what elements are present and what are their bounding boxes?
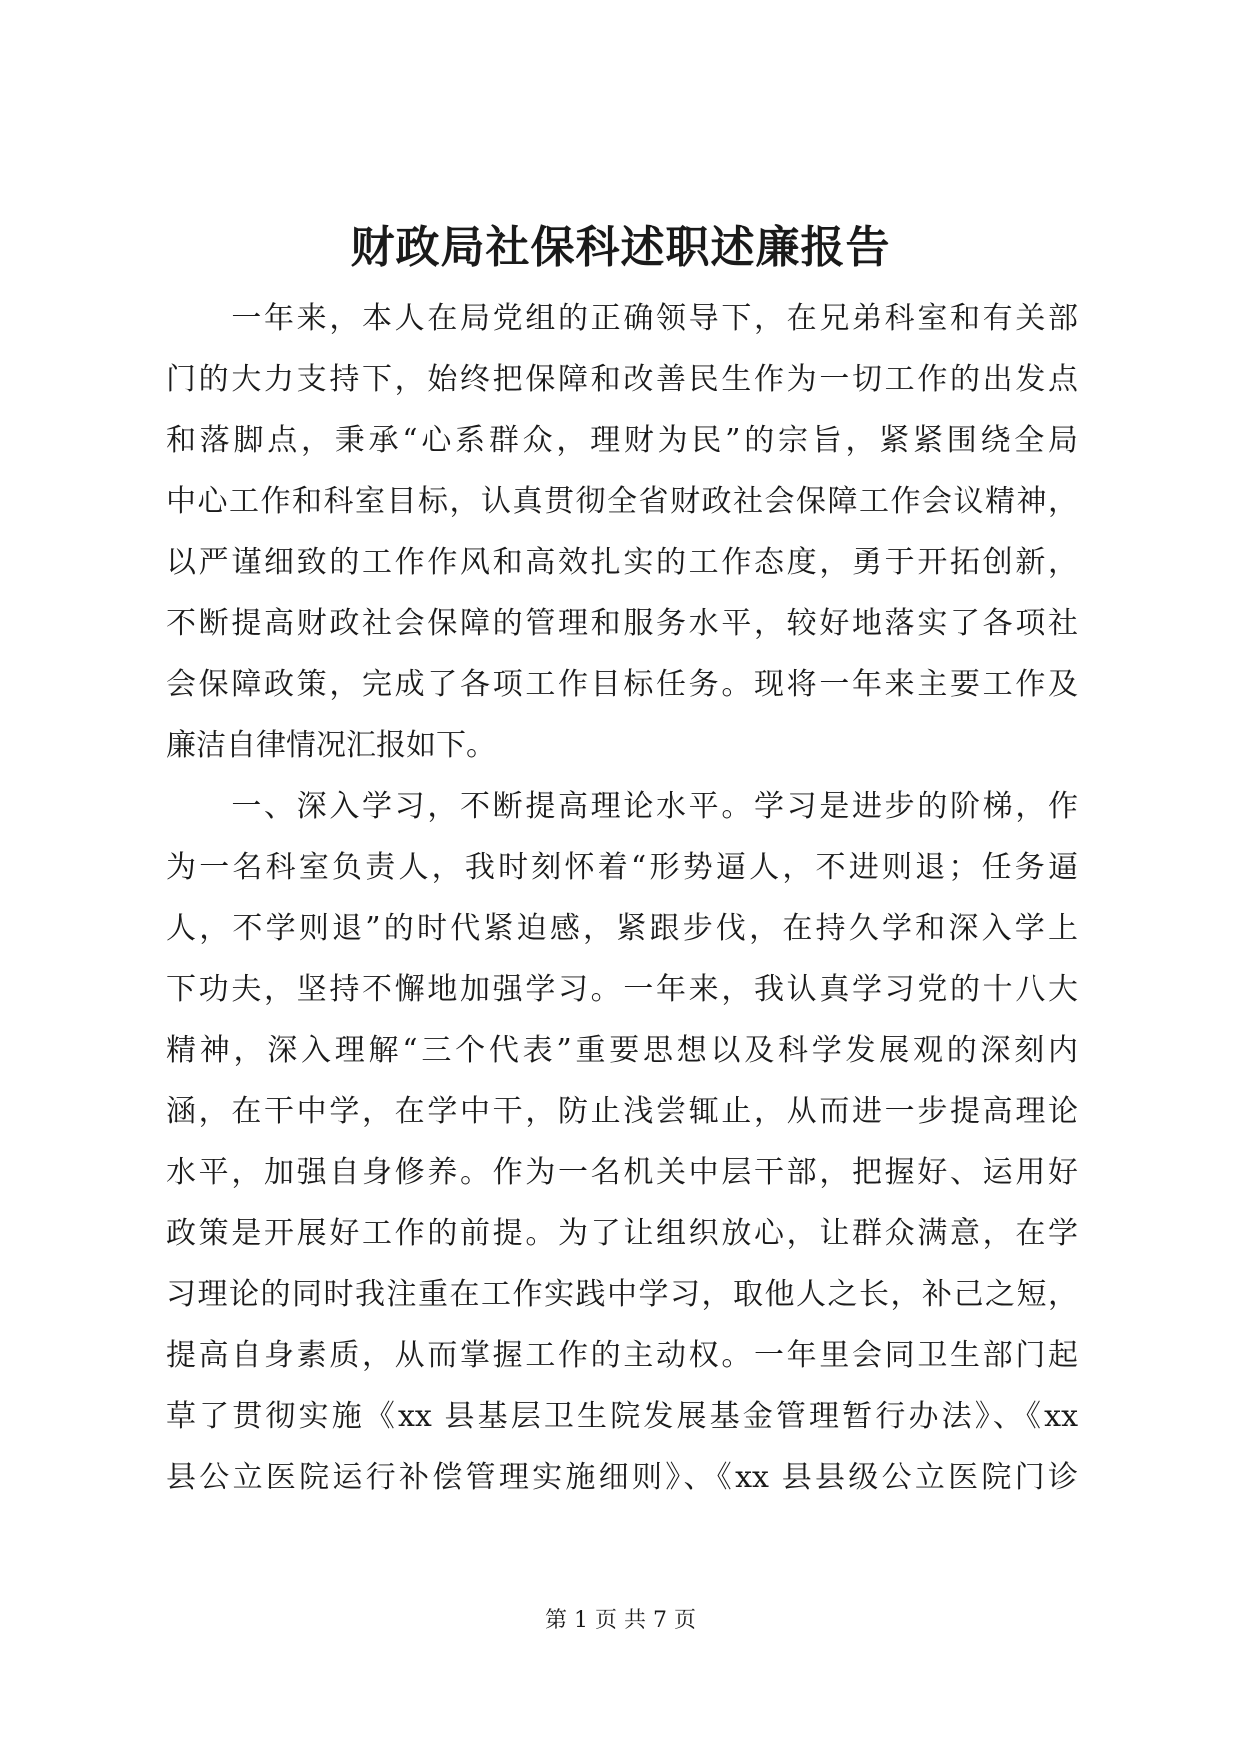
- body-line: 精神，深入理解“三个代表”重要思想以及科学发展观的深刻内: [166, 1033, 1078, 1068]
- body-line: 提高自身素质，从而掌握工作的主动权。一年里会同卫生部门起: [166, 1338, 1078, 1373]
- body-line: 廉洁自律情况汇报如下。: [166, 728, 496, 763]
- body-line: 涵，在干中学，在学中干，防止浅尝辄止，从而进一步提高理论: [166, 1094, 1078, 1129]
- body-line: 门的大力支持下，始终把保障和改善民生作为一切工作的出发点: [166, 362, 1078, 397]
- body-line: 习理论的同时我注重在工作实践中学习，取他人之长，补己之短，: [166, 1277, 1078, 1312]
- body-line: 以严谨细致的工作作风和高效扎实的工作态度，勇于开拓创新，: [166, 545, 1078, 580]
- body-line: 人，不学则退”的时代紧迫感，紧跟步伐，在持久学和深入学上: [166, 911, 1078, 946]
- body-line: 县公立医院运行补偿管理实施细则》、《xx 县县级公立医院门诊: [166, 1460, 1078, 1495]
- body-line: 一年来，本人在局党组的正确领导下，在兄弟科室和有关部: [166, 301, 1078, 336]
- body-line: 不断提高财政社会保障的管理和服务水平，较好地落实了各项社: [166, 606, 1078, 641]
- body-line: 下功夫，坚持不懈地加强学习。一年来，我认真学习党的十八大: [166, 972, 1078, 1007]
- body-line: 草了贯彻实施《xx 县基层卫生院发展基金管理暂行办法》、《xx: [166, 1399, 1078, 1434]
- body-line: 和落脚点，秉承“心系群众，理财为民”的宗旨，紧紧围绕全局: [166, 423, 1078, 458]
- body-line: 水平，加强自身修养。作为一名机关中层干部，把握好、运用好: [166, 1155, 1078, 1190]
- body-line: 会保障政策，完成了各项工作目标任务。现将一年来主要工作及: [166, 667, 1078, 702]
- body-line: 一、深入学习，不断提高理论水平。学习是进步的阶梯，作: [166, 789, 1078, 824]
- body-line: 政策是开展好工作的前提。为了让组织放心，让群众满意，在学: [166, 1216, 1078, 1251]
- document-body: [166, 288, 1078, 1508]
- document-title: 财政局社保科述职述廉报告: [350, 222, 891, 273]
- body-line: 中心工作和科室目标，认真贯彻全省财政社会保障工作会议精神，: [166, 484, 1078, 519]
- body-line: 为一名科室负责人，我时刻怀着“形势逼人，不进则退；任务逼: [166, 850, 1078, 885]
- page-footer: 第 1 页 共 7 页: [545, 1608, 696, 1633]
